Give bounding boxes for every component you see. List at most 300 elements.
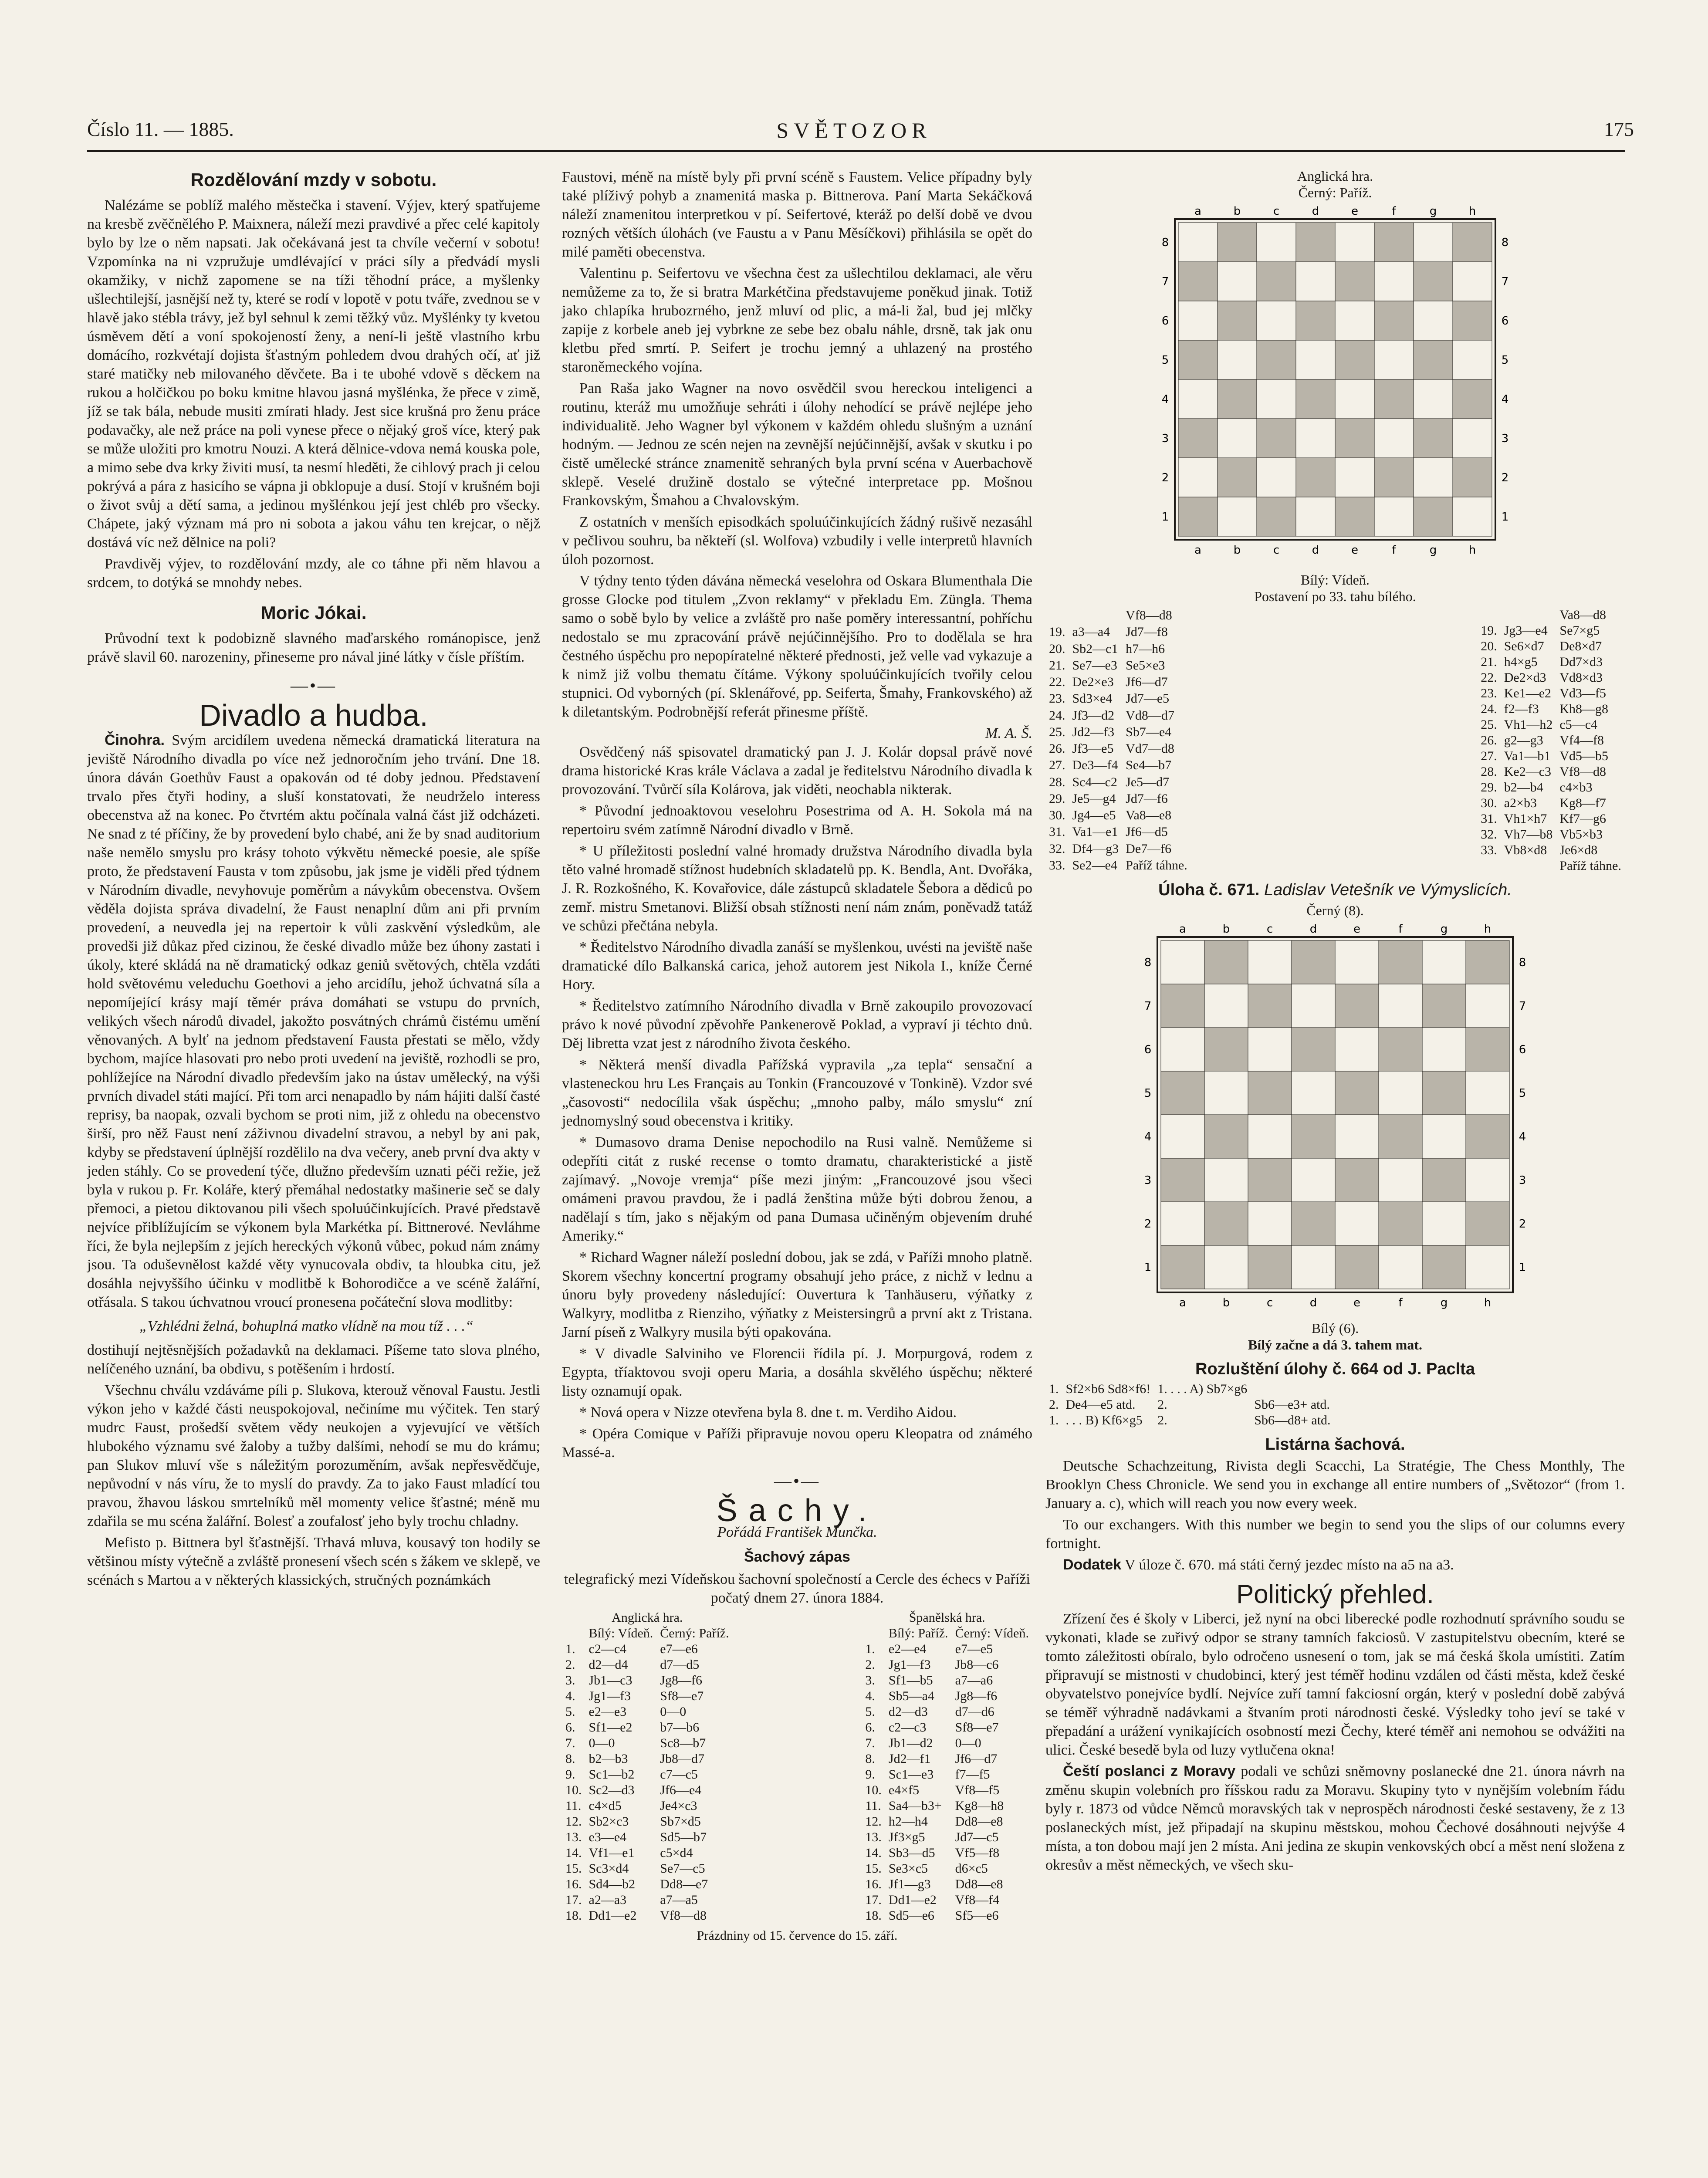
rank-label: 2 — [1501, 471, 1509, 484]
move-cell: c2—c4 — [588, 1642, 627, 1656]
file-label: e — [1351, 544, 1358, 557]
move-cell: g2—g3 — [1504, 733, 1543, 747]
board-square — [1422, 984, 1466, 1028]
move-row — [562, 1751, 733, 1767]
move-row — [1477, 827, 1625, 842]
move-row — [1045, 607, 1191, 624]
board-square — [1422, 1202, 1466, 1245]
move-row — [562, 1798, 733, 1814]
move-row — [562, 1908, 733, 1924]
move-row — [862, 1688, 1032, 1704]
board-square — [1453, 223, 1492, 262]
move-cell: Sc3×d4 — [588, 1861, 629, 1876]
board-square — [1296, 379, 1335, 419]
board-square — [1453, 497, 1492, 536]
board-square — [1218, 301, 1257, 340]
move-cell: Jf6—d7 — [955, 1752, 998, 1766]
move-row — [862, 1720, 1032, 1735]
board-square — [1414, 301, 1453, 340]
move-row — [862, 1908, 1032, 1924]
move-cell: 26. — [1049, 741, 1065, 756]
move-cell: Vf8—f5 — [955, 1783, 1000, 1797]
move-cell: De2×e3 — [1072, 675, 1114, 690]
move-cell: 24. — [1481, 702, 1497, 716]
board-square — [1414, 497, 1453, 536]
move-cell: Vd7—d8 — [1126, 741, 1174, 756]
board-square — [1218, 458, 1257, 497]
move-cell: 21. — [1049, 658, 1065, 673]
board-square — [1257, 419, 1296, 458]
board-square — [1422, 940, 1466, 984]
move-cell: Dd1—e2 — [588, 1908, 637, 1923]
move-cell: Vh7—b8 — [1504, 827, 1553, 842]
article-title-jokai: Moric Jókai. — [260, 602, 367, 623]
move-cell: 5. — [565, 1705, 575, 1719]
file-label: g — [1429, 544, 1437, 557]
move-cell: Dd1—e2 — [888, 1893, 937, 1907]
file-label: c — [1266, 1296, 1273, 1309]
board-square — [1422, 1071, 1466, 1115]
move-cell: Sc4—c2 — [1072, 774, 1117, 789]
rank-label: 6 — [1501, 315, 1509, 328]
move-cell: a2×b3 — [1504, 796, 1537, 810]
move-cell: f2—f3 — [1504, 702, 1539, 716]
move-cell: 31. — [1481, 812, 1497, 826]
match-description: telegrafický mezi Vídeňskou šachovní společností a Cercle des échecs v Paříži počatý dnem 27. února 1884. — [564, 1571, 1030, 1606]
move-cell — [1045, 607, 1069, 624]
section-editor: Pořádá František Munčka. — [717, 1524, 877, 1540]
news-item: * U příležitosti poslední valné hromady družstva Národního divadla byla těto valné hromadě stížnost hudebních skladatelů pp. K. Bendla, Ant. Dvořáka, J. R. Rozkošného, K. Kovařovice, dále zástupců skladatele Šebora a dědiců po zemř. mistru Smetanovi. Bližší obsah stížnosti není nám znám, poněvadž tatáž ve schůzi přečtána nebyla. — [562, 843, 1032, 934]
move-cell: Va8—d8 — [1559, 608, 1607, 622]
move-cell: e2—e3 — [588, 1705, 627, 1719]
board-square — [1218, 262, 1257, 301]
game-1-opening: Anglická hra. — [612, 1610, 683, 1625]
board-square — [1335, 458, 1374, 497]
board-square — [1335, 1071, 1379, 1115]
move-row — [562, 1688, 733, 1704]
move-row — [862, 1877, 1032, 1892]
file-label: g — [1440, 1296, 1448, 1309]
move-cell: Sd3×e4 — [1072, 691, 1113, 706]
move-cell: 28. — [1481, 764, 1497, 779]
move-row — [1045, 824, 1191, 840]
lead-word: Dodatek — [1063, 1556, 1122, 1573]
file-label: f — [1392, 544, 1396, 557]
move-cell: 22. — [1049, 675, 1065, 690]
board-square — [1374, 458, 1414, 497]
game-2-table — [862, 1626, 1032, 1924]
move-cell: b2—b3 — [588, 1752, 628, 1766]
move-cell: 2. — [1157, 1413, 1167, 1427]
move-cell: 27. — [1481, 749, 1497, 763]
move-cell: Se4—b7 — [1126, 758, 1172, 773]
rank-label: 6 — [1144, 1043, 1152, 1056]
move-cell: 18. — [865, 1908, 882, 1923]
move-cell: De4—e5 atd. — [1065, 1397, 1136, 1412]
news-item: * Richard Wagner náleží poslední dobou, jak se zdá, v Paříži mnoho platně. Skorem všechny koncertní programy obsahují jeho práce, z nichž v lednu a únoru byly provedeny následující: Ouvertura k Tanhäuseru, výňatky z Walkyry, modlitba z Rienziho, výňatky z Meistersingrů a první akt z Tristana. Jarní píseň z Walkyry musila býti opakována. — [562, 1249, 1032, 1340]
move-row — [562, 1845, 733, 1861]
board-square — [1204, 1115, 1248, 1158]
move-cell: Se7×g5 — [1559, 623, 1600, 638]
file-label: a — [1194, 205, 1201, 218]
news-item: * Původní jednoaktovou veselohru Posestrima od A. H. Sokola má na repertoiru svém zatímně Národní divadlo v Brně. — [562, 803, 1032, 838]
rank-label: 3 — [1519, 1174, 1526, 1187]
move-row — [862, 1704, 1032, 1720]
file-label: h — [1468, 544, 1476, 557]
move-cell: 33. — [1049, 858, 1065, 873]
move-cell: Vd8×d3 — [1559, 670, 1603, 685]
move-cell — [1069, 607, 1123, 624]
board-square — [1178, 340, 1218, 379]
paragraph: Osvědčený náš spisovatel dramatický pan J. J. Kolár dopsal právě nové drama historické Kras krále Václava a zadal je ředitelstvu Národního divadla k provozování. Tvůrčí síla Kolárova, jak viděti, neochabla nikterak. — [562, 744, 1032, 798]
board-1-black-label: Černý: Paříž. — [1298, 185, 1372, 200]
board-square — [1218, 419, 1257, 458]
move-cell: 29. — [1049, 791, 1065, 806]
move-cell: Jb8—d7 — [660, 1752, 704, 1766]
rank-label: 5 — [1144, 1087, 1152, 1100]
board-square — [1161, 1158, 1204, 1202]
move-cell: e3—e4 — [588, 1830, 627, 1844]
move-cell: Jf6—d5 — [1126, 825, 1168, 839]
rank-label: 4 — [1501, 393, 1509, 406]
board-square — [1335, 223, 1374, 262]
board-square — [1335, 1245, 1379, 1289]
move-cell: c5×d4 — [660, 1846, 693, 1860]
file-label: f — [1398, 1296, 1403, 1309]
move-cell: Va1—b1 — [1504, 749, 1551, 763]
board-square — [1292, 1158, 1335, 1202]
rank-label: 7 — [1519, 1000, 1526, 1013]
paragraph: Pravdivěj výjev, to rozdělování mzdy, ale co táhne při něm hlavou a srdcem, to dotýká se mnohdy nebes. — [87, 556, 540, 591]
move-cell: Vb8×d8 — [1504, 843, 1547, 857]
move-cell: Sb7—e4 — [1126, 724, 1172, 739]
move-cell: Se6×d7 — [1504, 639, 1544, 653]
news-item: * V divadle Salviniho ve Florencii řídila pí. J. Morpurgová, rodem z Egypta, tříaktovou svoji operu Maria, a dosáhla skvělého úspěchu; některé listy oznamují opak. — [562, 1346, 1032, 1399]
move-cell: Jb1—c3 — [588, 1673, 632, 1688]
move-cell: Sd4—b2 — [588, 1877, 636, 1891]
rank-label: 8 — [1144, 956, 1152, 969]
move-cell: Vh1—h2 — [1504, 717, 1553, 732]
move-cell: 0—0 — [955, 1736, 981, 1750]
board-square — [1414, 340, 1453, 379]
rank-label: 1 — [1161, 511, 1169, 524]
lead-word: Činohra. — [105, 732, 165, 748]
board-square — [1296, 340, 1335, 379]
move-cell: e7—e6 — [660, 1642, 698, 1656]
rank-label: 2 — [1519, 1218, 1526, 1231]
board-square — [1335, 262, 1374, 301]
move-row — [1045, 690, 1191, 707]
move-cell: Sb7×d5 — [660, 1814, 701, 1829]
move-cell: Kh8—g8 — [1559, 702, 1609, 716]
paragraph: Zřízení čes é školy v Liberci, jež nyní na obci liberecké podle rozhodnutí správního soudu se vykonati, klade se zuřivý odpor se strany tamních fakciosů. V zastupitelstvu obecním, které se tomto záležitosti obíralo, bylo odročeno usnesení o tom, jak se má česká škola umístiti. Zatím připravují se mistnosti v chudobinci, který jest téměř hodinu vzdálen od části města, kdež české obyvatelstvo ponejvíce bydlí. Nejvíce zuří tamní fakciosní orgán, který v poslední době zabývá se téměř výhradně nadávkami a štvaním proti národnosti české. Výsledky toho jeví se také v přepadání a urážení vynikajících osobností mezi Čechy, které téměř ani nemohou se odvážiti na ulici. České besedě byla od luzy vytlučena okna! — [1045, 1611, 1625, 1758]
move-cell: h7—h6 — [1126, 641, 1165, 656]
move-cell: 19. — [1481, 623, 1497, 638]
move-cell: 1. — [1049, 1413, 1059, 1427]
move-cell: 10. — [865, 1783, 882, 1797]
rank-label: 6 — [1161, 315, 1169, 328]
move-cell: 22. — [1481, 670, 1497, 685]
board-square — [1178, 301, 1218, 340]
move-cell: 14. — [865, 1846, 882, 1860]
move-cell: Jf3—e5 — [1072, 741, 1114, 756]
solution-title: Rozluštění úlohy č. 664 od J. Paclta — [1195, 1360, 1475, 1378]
move-cell: 14. — [565, 1846, 582, 1860]
move-cell: 2. — [565, 1657, 575, 1672]
game-1-continuation — [1045, 607, 1191, 874]
board-square — [1248, 1202, 1292, 1245]
file-label: d — [1312, 205, 1319, 218]
board-square — [1379, 984, 1422, 1028]
move-cell: 6. — [565, 1720, 575, 1735]
move-cell: c4×d5 — [588, 1799, 622, 1813]
board-square — [1204, 1245, 1248, 1289]
board-square — [1257, 223, 1296, 262]
paragraph: To our exchangers. With this number we begin to send you the slips of our columns every fortnight. — [1045, 1517, 1625, 1552]
file-label: f — [1398, 923, 1403, 936]
move-row — [1477, 842, 1625, 858]
board-square — [1335, 984, 1379, 1028]
board-square — [1257, 458, 1296, 497]
board-square — [1161, 1028, 1204, 1071]
move-cell — [1501, 607, 1556, 623]
board-square — [1422, 1028, 1466, 1071]
board-square — [1218, 379, 1257, 419]
rank-label: 1 — [1519, 1261, 1526, 1274]
move-cell: 1. — [565, 1642, 575, 1656]
move-cell: Va8—e8 — [1126, 808, 1172, 823]
move-cell: c4×b3 — [1559, 780, 1593, 795]
move-cell: Ke1—e2 — [1504, 686, 1552, 700]
rank-label: 7 — [1161, 275, 1169, 288]
board-square — [1335, 940, 1379, 984]
move-cell: a7—a5 — [660, 1893, 698, 1907]
board-square — [1466, 1245, 1509, 1289]
ornament-divider: —•— — [290, 676, 337, 695]
move-cell: 17. — [565, 1893, 582, 1907]
board-square — [1379, 1115, 1422, 1158]
move-cell: Kf7—g6 — [1559, 812, 1607, 826]
board-square — [1335, 1158, 1379, 1202]
move-row — [1477, 623, 1625, 639]
move-cell: e2—e4 — [888, 1642, 927, 1656]
move-cell: c5—c4 — [1559, 717, 1598, 732]
news-item: * Nová opera v Nizze otevřena byla 8. dne t. m. Verdiho Aidou. — [579, 1404, 957, 1420]
move-row — [562, 1814, 733, 1830]
move-cell: Sf8—e7 — [955, 1720, 999, 1735]
board-square — [1335, 301, 1374, 340]
move-cell: Vd5—b5 — [1559, 749, 1609, 763]
move-row — [1045, 741, 1191, 757]
move-cell: 13. — [565, 1830, 582, 1844]
rank-label: 8 — [1519, 956, 1526, 969]
move-row — [1045, 774, 1191, 791]
move-cell: Dd8—e7 — [660, 1877, 708, 1891]
move-row — [1045, 791, 1191, 807]
rank-label: 4 — [1144, 1130, 1152, 1143]
move-row — [562, 1657, 733, 1673]
game-col-white: Bílý: Vídeň. — [588, 1626, 653, 1640]
move-row — [1045, 807, 1191, 824]
move-row — [862, 1641, 1032, 1657]
board-square — [1453, 458, 1492, 497]
board-square — [1466, 1115, 1509, 1158]
move-cell: Je6×d8 — [1559, 843, 1598, 857]
move-cell: a7—a6 — [955, 1673, 993, 1688]
move-cell: 15. — [565, 1861, 582, 1876]
move-row — [562, 1704, 733, 1720]
move-cell: Sc1—e3 — [888, 1767, 934, 1782]
move-cell: Sb3—d5 — [888, 1846, 935, 1860]
article-title-mzdy: Rozdělování mzdy v sobotu. — [190, 169, 437, 190]
file-label: e — [1351, 205, 1358, 218]
move-cell: 28. — [1049, 774, 1065, 789]
move-cell: Sd5—e6 — [888, 1908, 934, 1923]
move-cell: Jd2—f1 — [888, 1752, 931, 1766]
board-square — [1466, 1071, 1509, 1115]
move-cell: 11. — [565, 1799, 582, 1813]
move-cell: Sc2—d3 — [588, 1783, 635, 1797]
move-row — [862, 1814, 1032, 1830]
board-square — [1296, 223, 1335, 262]
board-square — [1178, 223, 1218, 262]
file-label: d — [1309, 1296, 1317, 1309]
move-cell: Jd2—f3 — [1072, 724, 1115, 739]
paragraph: Faustovi, méně na místě byly při první scéně s Faustem. Velice případny byly také plíživý pohyb a znamenitá maska p. Bittnerova. Paní Marta Sekáčková náleží znamenitou interpretkou v pí. Seifertové, kteráž po delší době ve dvou rozných větších úlohách (ve Faustu a v Panu Měsíčkovi) přihlásila se opět do milé paměti obecenstva. — [562, 169, 1032, 260]
move-cell: 1. — [865, 1642, 875, 1656]
move-row — [1477, 795, 1625, 811]
move-cell: De7—f6 — [1126, 841, 1172, 856]
move-cell: Vf8—d8 — [660, 1908, 707, 1923]
move-cell: Se3×c5 — [888, 1861, 928, 1876]
problem-author: Ladislav Vetešník ve Výmyslicích. — [1264, 881, 1512, 899]
game-col-black: Černý: Paříž. — [660, 1626, 729, 1640]
board-square — [1257, 379, 1296, 419]
paragraph: dostihují nejtěsnějších požadavků na deklamaci. Píšeme tato slova plného, nelíčeného uznání, ba obdivu, s potěšením i hrdostí. — [87, 1342, 540, 1377]
paragraph — [1045, 1556, 1625, 1574]
move-cell: 27. — [1049, 758, 1065, 773]
board-square — [1248, 1245, 1292, 1289]
board-square — [1414, 419, 1453, 458]
news-item: * Opéra Comique v Paříži připravuje novou operu Kleopatra od známého Massé-a. — [562, 1426, 1032, 1461]
board-square — [1374, 497, 1414, 536]
move-cell: Jd7—f8 — [1126, 625, 1168, 639]
file-label: e — [1353, 923, 1360, 936]
move-cell: d7—d5 — [660, 1657, 700, 1672]
rank-label: 6 — [1519, 1043, 1526, 1056]
move-row — [562, 1861, 733, 1877]
move-cell: 23. — [1481, 686, 1497, 700]
board-square — [1292, 1202, 1335, 1245]
board-1-white-label: Bílý: Vídeň. — [1301, 572, 1370, 588]
move-cell: 4. — [565, 1689, 575, 1703]
board-square — [1161, 1071, 1204, 1115]
header-rule — [87, 150, 1625, 152]
board-square — [1379, 1245, 1422, 1289]
board-square — [1292, 1028, 1335, 1071]
move-row — [1045, 1413, 1334, 1428]
move-cell: 16. — [565, 1877, 582, 1891]
move-cell: b7—b6 — [660, 1720, 700, 1735]
problem-heading — [1045, 881, 1625, 900]
board-square — [1466, 1028, 1509, 1071]
rank-label: 8 — [1501, 236, 1509, 249]
move-cell: Sb2—c1 — [1072, 641, 1118, 656]
file-label: c — [1273, 544, 1280, 557]
board-square — [1178, 419, 1218, 458]
game-2-opening: Španělská hra. — [909, 1610, 985, 1625]
move-row — [562, 1641, 733, 1657]
board-square — [1161, 984, 1204, 1028]
move-row — [1477, 748, 1625, 764]
file-label: f — [1392, 205, 1396, 218]
move-cell: Sf5—e6 — [955, 1908, 999, 1923]
move-cell: 26. — [1481, 733, 1497, 747]
column-3 — [1045, 168, 1625, 1877]
move-row — [1045, 624, 1191, 640]
move-row — [562, 1782, 733, 1798]
problem-task: Bílý začne a dá 3. tahem mat. — [1248, 1337, 1422, 1353]
game-2 — [862, 1610, 1032, 1924]
board-1-position-note: Postavení po 33. tahu bílého. — [1254, 588, 1416, 604]
move-row — [1477, 686, 1625, 701]
board-square — [1466, 984, 1509, 1028]
issue-number: Číslo 11. — 1885. — [87, 118, 234, 140]
move-cell: 25. — [1481, 717, 1497, 732]
move-cell: 20. — [1049, 641, 1065, 656]
move-cell: c2—c3 — [888, 1720, 927, 1735]
board-square — [1296, 301, 1335, 340]
board-square — [1453, 340, 1492, 379]
move-cell: Vd8—d7 — [1126, 708, 1174, 723]
rank-label: 7 — [1144, 1000, 1152, 1013]
board-square — [1248, 1028, 1292, 1071]
listarna-title: Listárna šachová. — [1265, 1435, 1405, 1454]
rank-label: 5 — [1501, 354, 1509, 367]
move-cell: Sf2×b6 Sd8×f6! — [1065, 1382, 1151, 1396]
author-signature: M. A. Š. — [985, 725, 1032, 741]
section-title-sachy: Šachy. — [716, 1493, 878, 1528]
move-cell: Ke2—c3 — [1504, 764, 1552, 779]
move-cell — [1477, 607, 1501, 623]
board-square — [1248, 1158, 1292, 1202]
move-row — [1477, 670, 1625, 686]
board-square — [1374, 340, 1414, 379]
board-square — [1218, 497, 1257, 536]
file-label: h — [1484, 1296, 1492, 1309]
news-item: * Některá menší divadla Pařížská vypravila „za tepla“ sensační a vlasteneckou hru Les Français au Tonkin (Francouzové v Tonkině). Vzdor své „časovosti“ nedocílila však úspěchu; „mnoho palby, málo smyslu“ zní jednomyslný soud obecenstva i kritiky. — [562, 1057, 1032, 1129]
move-cell: . . . B) Kf6×g5 — [1065, 1413, 1143, 1427]
move-cell: a2—a3 — [588, 1893, 627, 1907]
move-cell: De2×d3 — [1504, 670, 1546, 685]
move-cell: 30. — [1049, 808, 1065, 823]
move-row — [1045, 857, 1191, 874]
board-square — [1292, 940, 1335, 984]
board-square — [1248, 984, 1292, 1028]
solution-table — [1045, 1381, 1334, 1428]
move-cell: De8×d7 — [1559, 639, 1602, 653]
chessboard-1 — [1157, 201, 1514, 567]
move-cell: 2. — [1049, 1397, 1059, 1412]
paragraph-text: V úloze č. 670. má státi černý jezdec místo na a5 na a3. — [1125, 1557, 1454, 1573]
move-cell: 20. — [1481, 639, 1497, 653]
move-cell: Se7—c5 — [660, 1861, 705, 1876]
file-label: a — [1194, 544, 1201, 557]
move-cell: Sb5—a4 — [888, 1689, 934, 1703]
rank-label: 3 — [1161, 432, 1169, 445]
move-row — [562, 1877, 733, 1892]
ornament-divider: —•— — [774, 1471, 820, 1491]
